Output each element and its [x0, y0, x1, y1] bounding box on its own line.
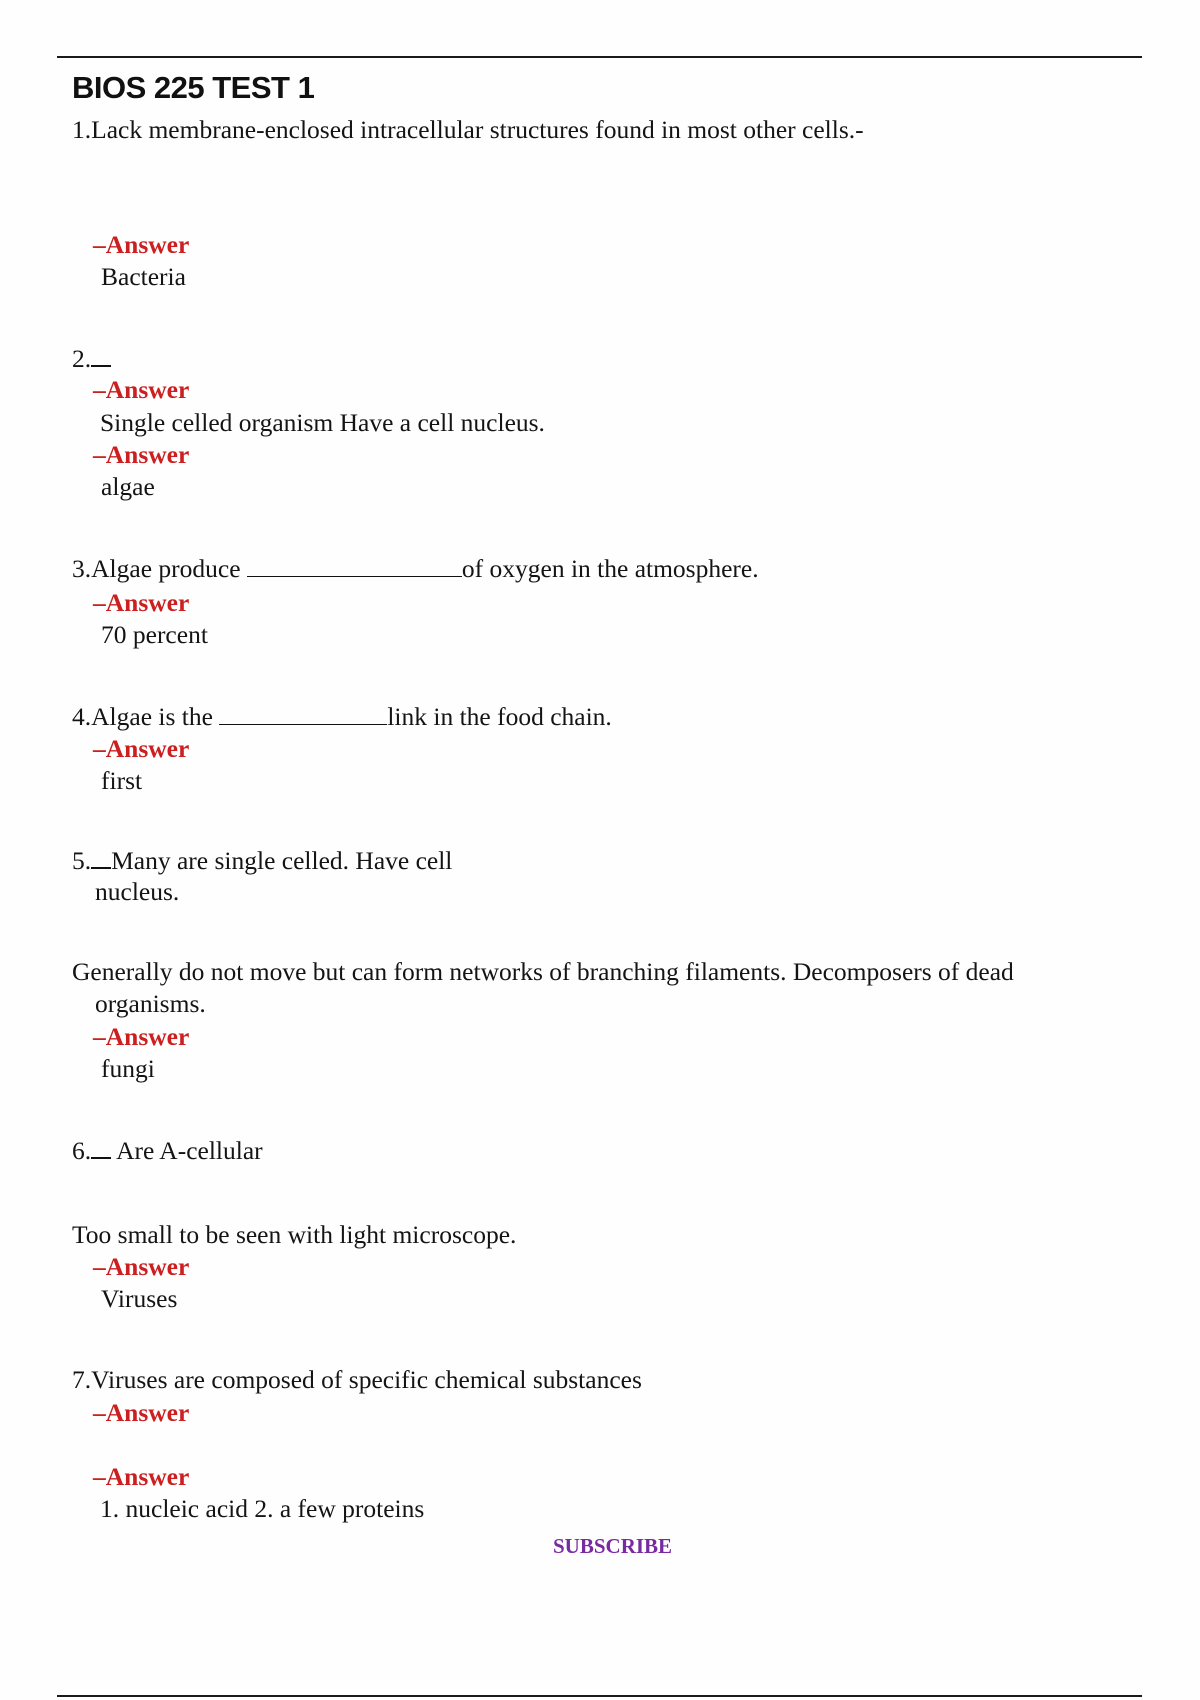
question-6-paragraph: Too small to be seen with light microscope.	[72, 1220, 517, 1249]
document-title: BIOS 225 TEST 1	[72, 70, 315, 105]
question-7-text: 7.Viruses are composed of specific chemical substances	[72, 1365, 642, 1394]
answer-label: –Answer	[93, 1022, 190, 1051]
question-5-paragraph-cont: organisms.	[95, 989, 206, 1018]
question-2-answer: algae	[101, 472, 155, 501]
question-5-line-2: nucleus.	[95, 877, 180, 906]
answer-label: –Answer	[93, 1252, 190, 1281]
question-5-line-1	[72, 846, 452, 876]
question-4-answer: first	[101, 766, 143, 795]
question-3-after: of oxygen in the atmosphere.	[461, 554, 759, 583]
subscribe-link[interactable]: SUBSCRIBE	[553, 1534, 673, 1558]
question-1-text: 1.Lack membrane-enclosed intracellular structures found in most other cells.-	[72, 115, 864, 144]
question-6-label: Are A-cellular	[111, 1136, 263, 1165]
fill-blank	[91, 351, 111, 367]
question-2-num: 2.	[72, 344, 92, 373]
question-3-before: 3.Algae produce	[72, 554, 247, 583]
fill-blank	[247, 556, 462, 577]
fill-blank	[219, 704, 387, 725]
question-7-answer: 1. nucleic acid 2. a few proteins	[100, 1494, 425, 1523]
question-6-num: 6.	[72, 1136, 92, 1165]
answer-label: –Answer	[93, 588, 190, 617]
question-2-number	[72, 344, 111, 374]
question-1-answer: Bacteria	[101, 262, 186, 291]
answer-label: –Answer	[93, 1462, 190, 1491]
fill-blank	[91, 1143, 111, 1159]
question-3-answer: 70 percent	[101, 620, 208, 649]
answer-label: –Answer	[93, 440, 190, 469]
question-3-text	[72, 554, 759, 584]
top-rule	[57, 56, 1142, 58]
question-5-paragraph: Generally do not move but can form networks of branching filaments. Decomposers of dead	[72, 957, 1014, 986]
answer-label: –Answer	[93, 1398, 190, 1427]
fill-blank	[91, 853, 111, 869]
question-2-text: Single celled organism Have a cell nucleus.	[100, 408, 545, 437]
answer-label: –Answer	[93, 734, 190, 763]
bottom-rule	[57, 1695, 1142, 1697]
answer-label: –Answer	[93, 375, 190, 404]
question-6-answer: Viruses	[101, 1284, 178, 1313]
question-4-before: 4.Algae is the	[72, 702, 220, 731]
question-5-num: 5.	[72, 846, 92, 875]
question-5-text: Many are single celled. Have cell	[111, 846, 453, 875]
answer-label: –Answer	[93, 230, 190, 259]
question-4-after: link in the food chain.	[387, 702, 612, 731]
question-4-text	[72, 702, 612, 732]
question-5-answer: fungi	[101, 1054, 155, 1083]
question-6-text	[72, 1136, 263, 1166]
